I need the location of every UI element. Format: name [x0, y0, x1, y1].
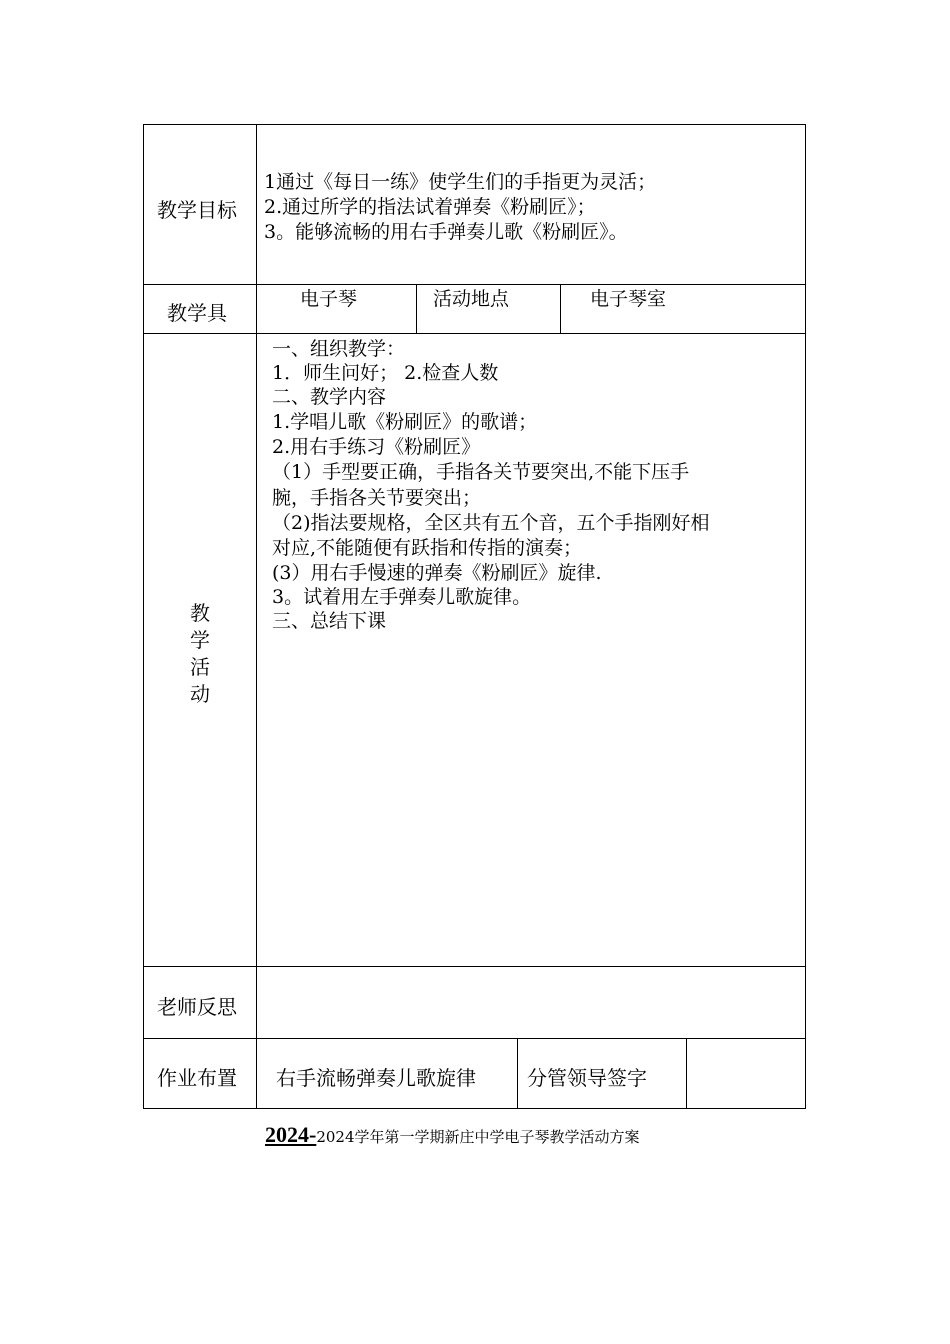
- objectives-label: 教学目标: [157, 198, 237, 222]
- footer-year: 2024-: [265, 1122, 317, 1147]
- activity-line: 2.用右手练习《粉刷匠》: [272, 436, 481, 458]
- activity-line: 3。试着用左手弹奏儿歌旋律。: [272, 586, 532, 608]
- activity-line: （1）手型要正确，手指各关节要突出,不能下压手: [272, 461, 690, 483]
- activities-label-char: 教: [190, 601, 210, 625]
- activity-line: 1．师生问好； 2.检查人数: [272, 362, 499, 384]
- activities-label: [188, 600, 212, 708]
- sign-label: 分管领导签字: [527, 1066, 647, 1090]
- document-footer: [265, 1122, 640, 1148]
- activity-line: (3）用右手慢速的弹奏《粉刷匠》旋律.: [272, 562, 602, 584]
- equipment-value: 电子琴: [300, 288, 358, 310]
- activity-line: 1.学唱儿歌《粉刷匠》的歌谱；: [272, 411, 538, 433]
- activity-line: 二、教学内容: [272, 386, 387, 408]
- homework-value: 右手流畅弹奏儿歌旋律: [276, 1066, 476, 1090]
- activity-line: （2)指法要规格，全区共有五个音，五个手指刚好相: [272, 512, 710, 534]
- footer-title: 2024学年第一学期新庄中学电子琴教学活动方案: [316, 1128, 640, 1146]
- objective-line: 3。能够流畅的用右手弹奏儿歌《粉刷匠》。: [264, 221, 628, 243]
- objective-line: 1通过《每日一练》使学生们的手指更为灵活；: [264, 171, 657, 193]
- activities-label-char: 动: [190, 682, 210, 706]
- equipment-label: 教学具: [167, 301, 227, 325]
- location-label: 活动地点: [433, 288, 510, 310]
- activity-line: 三、总结下课: [272, 610, 387, 632]
- activity-line: 腕，手指各关节要突出；: [272, 487, 482, 509]
- location-value: 电子琴室: [590, 288, 667, 310]
- objective-line: 2.通过所学的指法试着弹奏《粉刷匠》；: [264, 196, 596, 218]
- activity-line: 一、组织教学：: [272, 338, 406, 360]
- activities-label-char: 学: [190, 628, 210, 652]
- reflection-label: 老师反思: [157, 995, 237, 1019]
- activities-label-char: 活: [190, 655, 210, 679]
- activity-line: 对应,不能随便有跃指和传指的演奏；: [272, 537, 583, 559]
- homework-label: 作业布置: [157, 1066, 237, 1090]
